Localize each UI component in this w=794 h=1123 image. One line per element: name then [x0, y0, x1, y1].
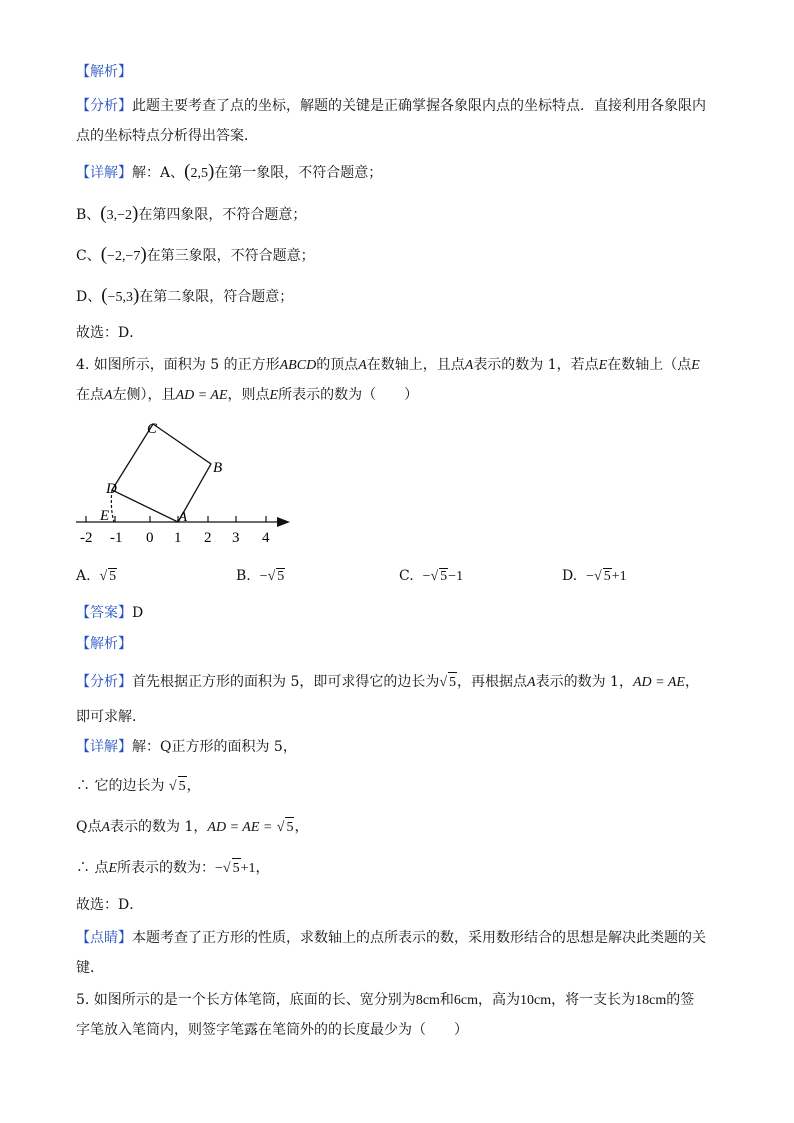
option-b-sqrt: √ 5 — [267, 569, 285, 584]
q5-text-c: ，高为 — [478, 992, 521, 1008]
q4-equation: AD = AE — [175, 388, 228, 403]
question-5-line-1 — [76, 990, 694, 1011]
q4-text-b: 的顶点 — [316, 357, 359, 373]
q5-height: 10cm — [520, 993, 552, 1008]
xiangjie2-l2-b: ， — [186, 778, 201, 794]
q5-pen-length: 18cm — [635, 993, 667, 1008]
detail-b-post: 在第四象限，不符合题意； — [138, 207, 307, 223]
detail-a-post: 在第一象限，不符合题意； — [214, 165, 383, 181]
label-c: C — [147, 421, 158, 437]
analysis-heading: 【解析】 — [76, 64, 132, 80]
q4-text-a: 4. 如图所示，面积为 5 的正方形 — [76, 357, 280, 373]
detail-2-line-4: ∴ 点E所表示的数为：−√ 5+1， — [76, 858, 270, 879]
dianjing-tag: 【点睛】 — [76, 930, 132, 946]
detail-c-post: 在第三象限，不符合题意； — [146, 248, 315, 264]
q4-E2: E — [691, 358, 700, 373]
label-b: B — [213, 460, 223, 476]
dianjing-line-2: 键． — [76, 960, 104, 976]
analysis-2-line-2: 即可求解． — [76, 709, 146, 725]
analysis-heading-2: 【解析】 — [76, 636, 132, 652]
detail-c-pre: C、 — [76, 248, 101, 264]
option-d: D. −√ 5+1 — [562, 568, 627, 584]
answer-tag: 【答案】 — [76, 605, 132, 621]
xiangjie2-l4-b: 所表示的数为： — [117, 860, 216, 876]
tick-label: -1 — [110, 530, 123, 546]
xiangjie2-l4-a: ∴ 点 — [76, 860, 109, 876]
fenxi2-text-c: 表示的数为 1， — [535, 674, 633, 690]
answer-choice-1: 故选：D． — [76, 325, 144, 341]
analysis-2-line-1 — [76, 672, 699, 693]
option-d-label: D. — [562, 568, 578, 584]
q4-A2: A — [464, 358, 474, 373]
xiangjie2-tag: 【详解】 — [76, 739, 132, 755]
fenxi2-tag: 【分析】 — [76, 674, 132, 690]
detail-2-line-1 — [76, 737, 297, 757]
square-number-line-figure — [70, 412, 300, 552]
q4-text-i: 所表示的数为（ ） — [278, 387, 419, 403]
xiangjie2-l1: 解：Q正方形的面积为 5， — [132, 739, 297, 755]
q4-text-c: 在数轴上，且点 — [366, 357, 465, 373]
answer-line — [76, 603, 143, 623]
q4-E3: E — [269, 388, 279, 403]
q4-abcd: ABCD — [279, 358, 317, 373]
fenxi-text-1: 此题主要考查了点的坐标，解题的关键是正确掌握各象限内点的坐标特点．直接利用各象限内 — [132, 98, 706, 114]
q4-text-d: 表示的数为 1，若点 — [473, 357, 599, 373]
xiangjie2-l3-A: A — [101, 820, 111, 835]
fenxi2-text-b: ，再根据点 — [457, 674, 528, 690]
xiangjie2-l3-b: 表示的数为 1， — [110, 819, 208, 835]
dianjing-text-1: 本题考查了正方形的性质，求数轴上的点所表示的数，采用数形结合的思想是解决此类题的关 — [132, 930, 706, 946]
xiangjie2-l2-a: ∴ 它的边长为 — [76, 778, 165, 794]
detail-d-post: 在第二象限，符合题意； — [139, 289, 294, 305]
q5-text-e: 的签 — [666, 992, 695, 1008]
question-4-line-1 — [76, 355, 700, 376]
xiangjie2-l2-sqrt: √ 5 — [169, 776, 187, 797]
option-a — [76, 568, 117, 585]
xiangjie2-l3-eq: AD = AE = — [207, 820, 273, 835]
q4-text-g: 左侧），且 — [112, 387, 176, 403]
xiangjie2-l4-E: E — [108, 861, 118, 876]
dianjing-line-1 — [76, 928, 706, 948]
detail-option-b: B、(3,−2)在第四象限，不符合题意； — [76, 203, 307, 224]
option-c-sqrt: √ 5 — [430, 569, 448, 584]
xiangjie-tag: 【详解】 — [76, 165, 132, 181]
coord-a: 2,5 — [190, 166, 208, 181]
q5-length: 8cm — [415, 993, 440, 1008]
analysis-line-1 — [76, 96, 706, 116]
xiangjie2-l3-sqrt: √ 5 — [277, 817, 295, 838]
fenxi2-equation: AD = AE — [632, 675, 685, 690]
detail-option-a: 【详解】解：A、(2,5)在第一象限，不符合题意； — [76, 161, 383, 182]
fenxi2-sqrt: √ 5 — [439, 672, 457, 693]
q4-A: A — [358, 358, 367, 373]
xiangjie2-l4-c: ， — [255, 860, 270, 876]
option-b: B. −√ 5 — [236, 568, 285, 584]
arrow-icon — [277, 517, 290, 527]
answer-value: D — [132, 605, 144, 621]
question-5-line-2: 字笔放入笔筒内，则签字笔露在笔筒外的的长度最少为（ ） — [76, 1022, 468, 1038]
q5-text-a: 5. 如图所示的是一个长方体笔筒，底面的长、宽分别为 — [76, 992, 416, 1008]
fenxi-tag: 【分析】 — [76, 98, 132, 114]
detail-b-pre: B、 — [76, 207, 101, 223]
q5-width: 6cm — [453, 993, 479, 1008]
question-4-line-2 — [76, 385, 418, 406]
q4-A3: A — [104, 388, 113, 403]
square-abcd — [112, 424, 211, 522]
coord-c: −2,−7 — [107, 249, 141, 264]
q4-text-f: 在点 — [76, 387, 104, 403]
coord-d: −5,3 — [107, 290, 133, 305]
q5-text-b: 和 — [439, 992, 454, 1008]
option-a-label: A. — [76, 568, 91, 584]
q4-text-e: 在数轴上（点 — [607, 357, 692, 373]
detail-2-line-2 — [76, 776, 201, 797]
fenxi2-A: A — [527, 675, 536, 690]
option-c-label: C. — [399, 568, 414, 584]
tick-label: 3 — [232, 530, 240, 546]
label-a: A — [178, 509, 188, 525]
tick-label: 1 — [174, 530, 182, 546]
analysis-line-2: 点的坐标特点分析得出答案． — [76, 128, 258, 144]
xiangjie2-l3-c: ， — [294, 819, 309, 835]
q5-text-d: ，将一支长为 — [551, 992, 636, 1008]
q4-text-h: ，则点 — [227, 387, 270, 403]
detail-d-pre: D、 — [76, 289, 102, 305]
answer-choice-2: 故选：D． — [76, 897, 144, 913]
option-a-sqrt: √ 5 — [99, 569, 117, 584]
xiangjie2-l4-sqrt: √ 5 — [223, 858, 241, 879]
detail-2-line-3 — [76, 817, 308, 838]
option-b-label: B. — [236, 568, 251, 584]
tick-label: 2 — [204, 530, 212, 546]
fenxi2-text-a: 首先根据正方形的面积为 5，即可求得它的边长为 — [132, 674, 440, 690]
tick-label: 0 — [146, 530, 154, 546]
detail-option-d: D、(−5,3)在第二象限，符合题意； — [76, 285, 294, 306]
detail-a-pre: 解：A、 — [132, 165, 185, 181]
option-d-sqrt: √ 5 — [594, 569, 611, 584]
detail-option-c: C、(−2,−7)在第三象限，不符合题意； — [76, 244, 315, 265]
coord-b: 3,−2 — [106, 208, 133, 223]
label-e: E — [100, 508, 110, 524]
label-d: D — [106, 481, 117, 497]
tick-label: 4 — [262, 530, 270, 546]
q4-E: E — [598, 358, 608, 373]
option-c: C. −√ 5−1 — [399, 568, 464, 584]
xiangjie2-l3-a: Q点 — [76, 819, 102, 835]
fenxi2-text-d: ， — [684, 674, 699, 690]
tick-label: -2 — [80, 530, 93, 546]
